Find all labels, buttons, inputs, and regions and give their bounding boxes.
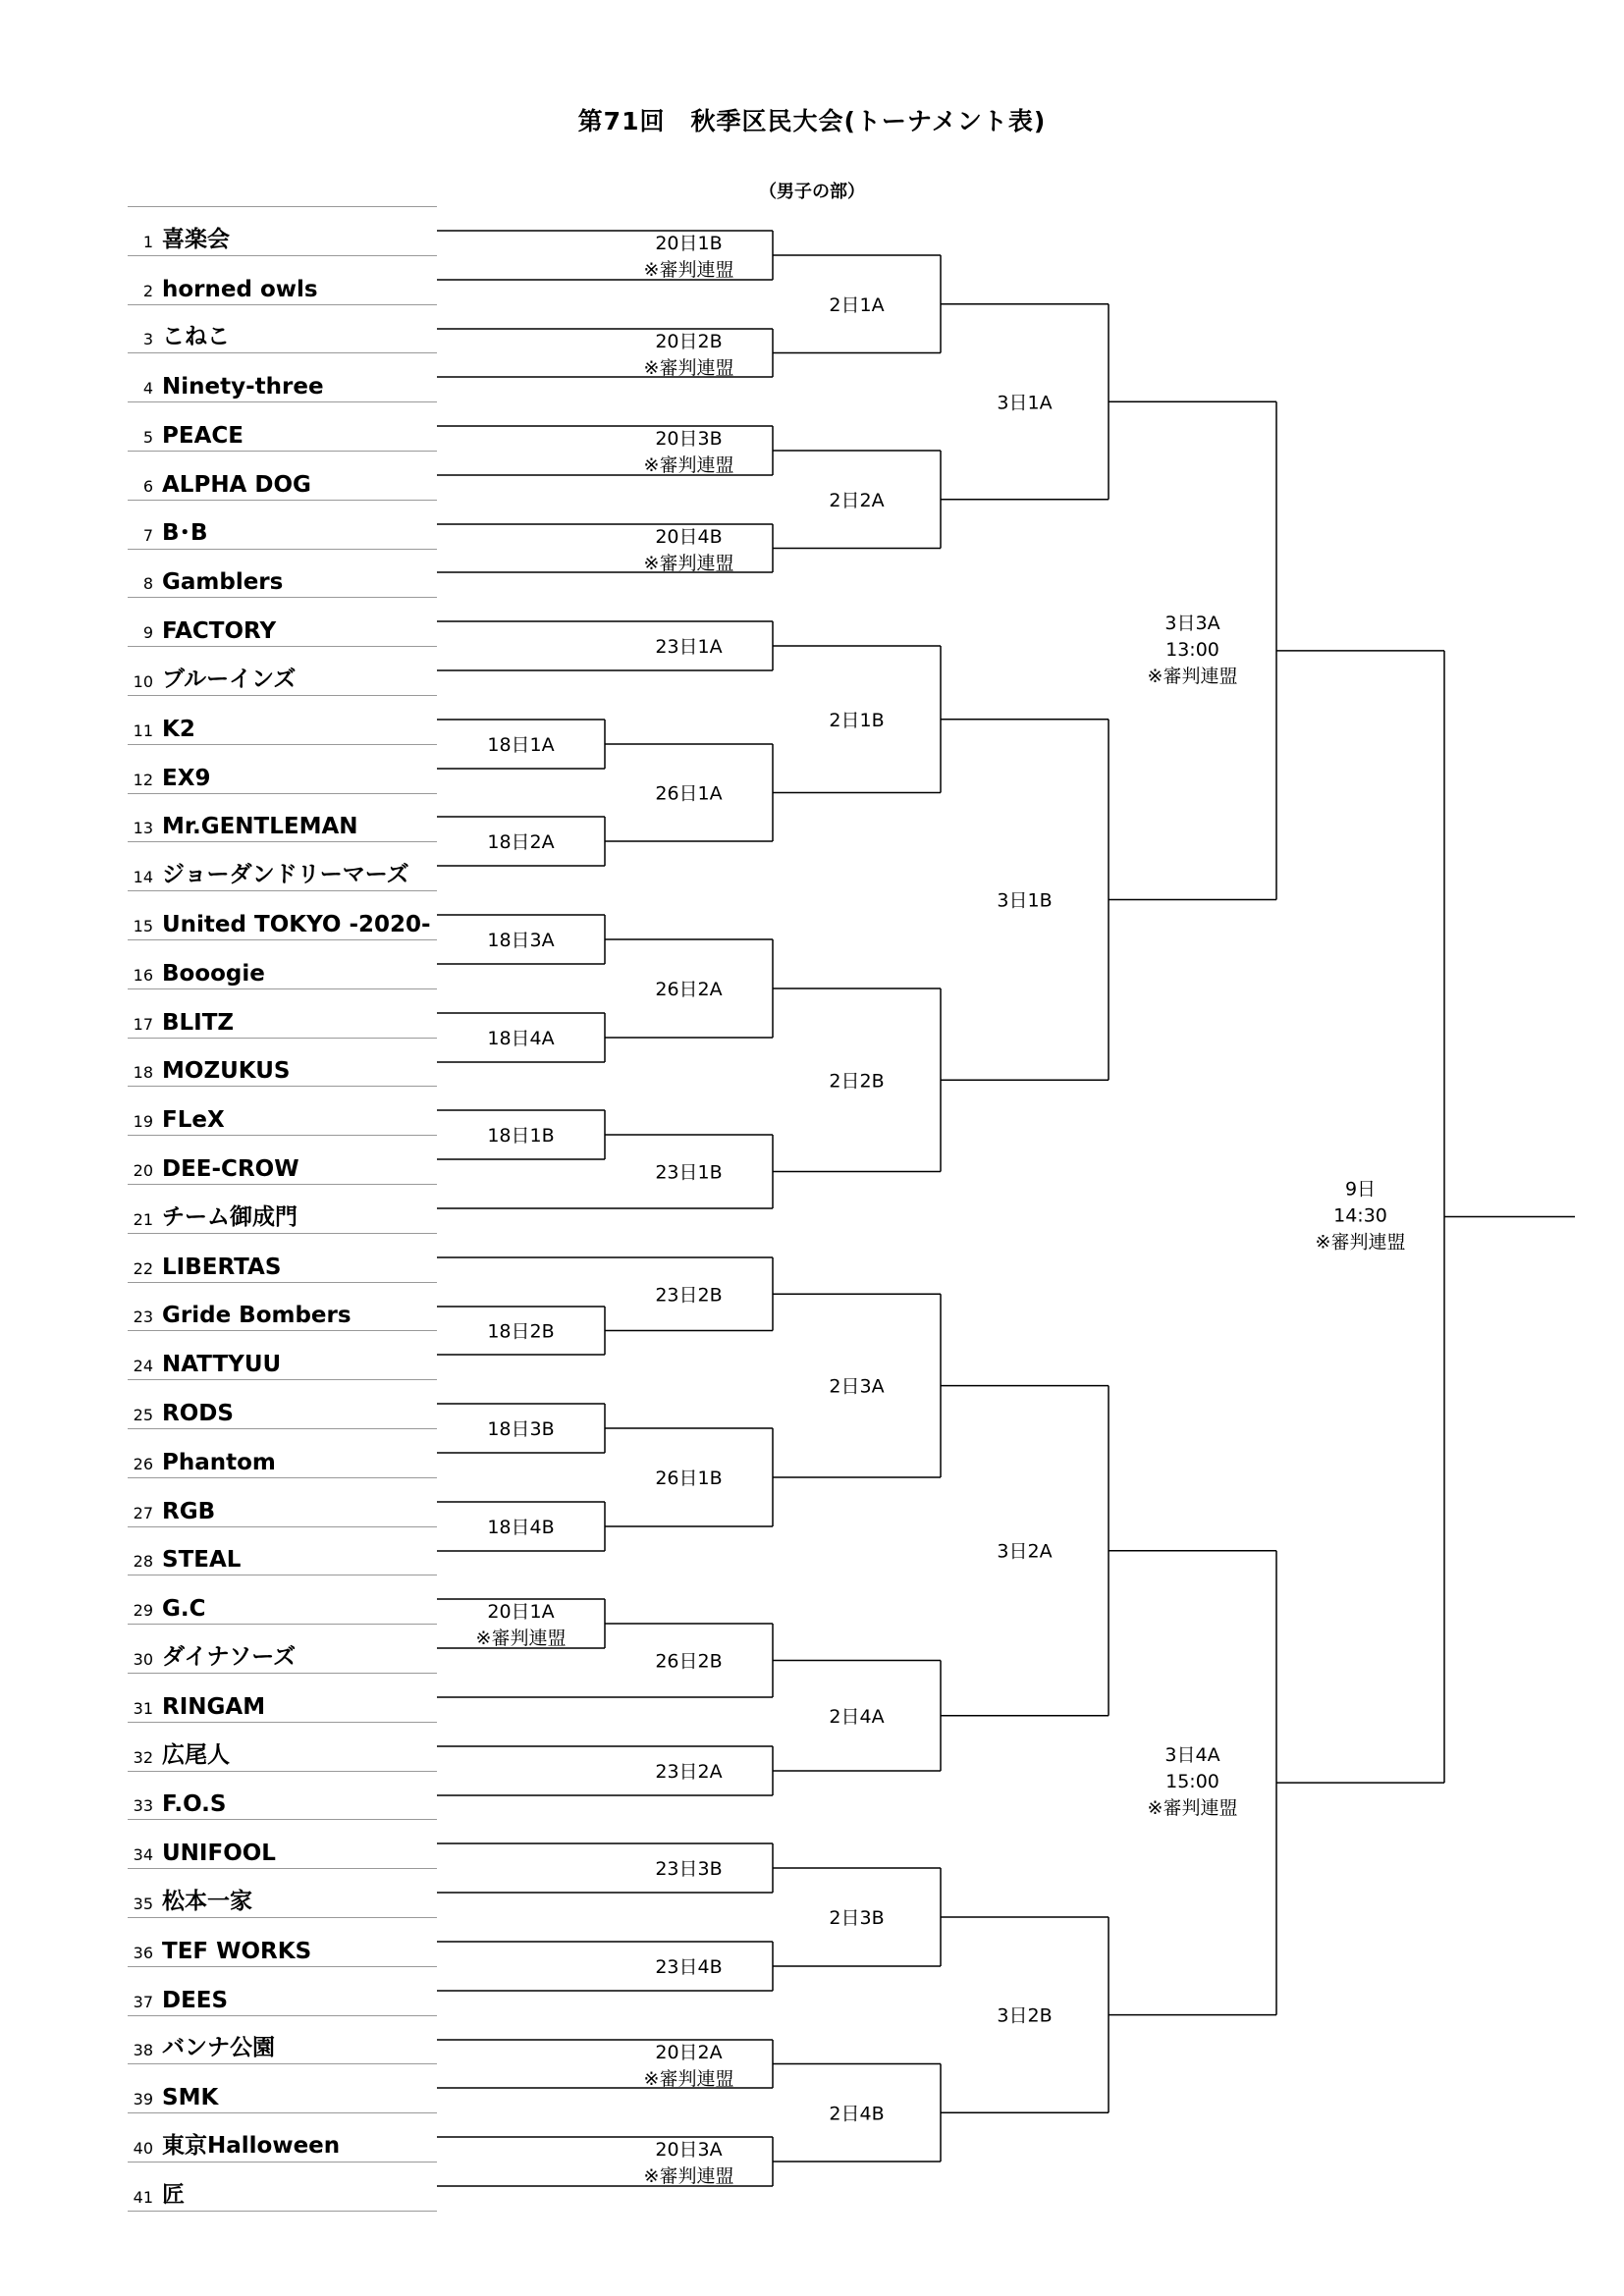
- team-seed-number: 33: [133, 1796, 153, 1815]
- team-seed-number: 1: [142, 233, 153, 251]
- team-name: バンナ公園: [162, 2035, 275, 2060]
- team-seed-number: 20: [133, 1161, 153, 1180]
- team-name: Gamblers: [162, 569, 284, 595]
- match-label: ※審判連盟: [1147, 1797, 1238, 1820]
- team-seed-number: 29: [133, 1601, 153, 1620]
- team-seed-number: 9: [142, 623, 153, 642]
- match-label: ※審判連盟: [1315, 1231, 1406, 1254]
- match-label: 3日1B: [997, 889, 1053, 912]
- team-name: Mr.GENTLEMAN: [162, 814, 358, 839]
- team-seed-number: 32: [133, 1748, 153, 1767]
- match-label: ※審判連盟: [643, 553, 734, 574]
- team-name: 広尾人: [162, 1742, 230, 1768]
- match-label: 20日2A: [655, 2042, 723, 2063]
- team-seed-number: 6: [142, 477, 153, 496]
- team-name: STEAL: [162, 1547, 242, 1573]
- team-seed-number: 7: [142, 526, 153, 545]
- team-seed-number: 38: [133, 2041, 153, 2059]
- team-name: FLeX: [162, 1107, 225, 1133]
- match-label: ※審判連盟: [643, 259, 734, 281]
- match-label: 23日1A: [655, 636, 723, 658]
- team-seed-number: 30: [133, 1650, 153, 1669]
- team-name: 喜楽会: [162, 227, 230, 252]
- team-name: 匠: [162, 2182, 185, 2208]
- match-label: ※審判連盟: [1147, 665, 1238, 687]
- team-seed-number: 3: [142, 330, 153, 348]
- match-label: 20日3B: [655, 428, 723, 450]
- team-seed-number: 12: [133, 771, 153, 789]
- match-label: 9日: [1344, 1178, 1377, 1201]
- team-seed-number: 28: [133, 1552, 153, 1571]
- team-seed-number: 34: [133, 1845, 153, 1864]
- team-seed-number: 16: [133, 966, 153, 985]
- team-seed-number: 40: [133, 2139, 153, 2158]
- match-label: 3日2B: [997, 2004, 1053, 2027]
- match-label: 18日4B: [487, 1517, 555, 1538]
- match-label: 20日2B: [655, 331, 723, 352]
- match-label: 20日1B: [655, 233, 723, 254]
- team-seed-number: 14: [133, 868, 153, 886]
- match-label: ※審判連盟: [643, 2068, 734, 2090]
- team-name: ブルーインズ: [162, 667, 297, 692]
- team-name: 松本一家: [162, 1889, 252, 1914]
- team-seed-number: 5: [142, 428, 153, 447]
- team-name: horned owls: [162, 277, 318, 302]
- match-label: 13:00: [1165, 638, 1219, 661]
- match-label: 20日4B: [655, 526, 723, 548]
- team-seed-number: 24: [133, 1357, 153, 1375]
- team-name: DEE-CROW: [162, 1156, 299, 1182]
- team-seed-number: 19: [133, 1112, 153, 1131]
- division-label: （男子の部）: [759, 182, 865, 202]
- team-seed-number: 15: [133, 917, 153, 935]
- team-seed-number: 18: [133, 1063, 153, 1082]
- team-seed-number: 41: [133, 2188, 153, 2207]
- team-seed-number: 31: [133, 1699, 153, 1718]
- team-seed-number: 11: [133, 721, 153, 740]
- team-name: United TOKYO -2020-: [162, 912, 431, 937]
- team-seed-number: 10: [133, 672, 153, 691]
- team-name: Phantom: [162, 1450, 276, 1475]
- match-label: 20日3A: [655, 2139, 723, 2161]
- match-label: 23日4B: [655, 1956, 723, 1978]
- team-name: PEACE: [162, 423, 244, 449]
- team-name: B･B: [162, 520, 208, 546]
- team-seed-number: 27: [133, 1504, 153, 1522]
- team-seed-number: 8: [142, 574, 153, 593]
- match-label: ※審判連盟: [643, 357, 734, 379]
- team-name: Booogie: [162, 961, 265, 987]
- match-label: 26日2A: [655, 979, 723, 1000]
- team-name: MOZUKUS: [162, 1058, 291, 1084]
- team-name: RINGAM: [162, 1694, 266, 1720]
- team-name: ALPHA DOG: [162, 472, 311, 498]
- match-label: 3日1A: [997, 392, 1053, 414]
- team-name: チーム御成門: [162, 1204, 298, 1230]
- match-label: 2日3B: [829, 1907, 885, 1929]
- match-label: 2日2A: [829, 489, 885, 511]
- match-label: 26日2B: [655, 1650, 723, 1673]
- match-label: 23日3B: [655, 1858, 723, 1880]
- team-name: TEF WORKS: [162, 1939, 312, 1964]
- match-label: 15:00: [1165, 1771, 1219, 1793]
- match-label: 2日1A: [829, 294, 885, 316]
- team-name: K2: [162, 717, 195, 742]
- team-name: LIBERTAS: [162, 1255, 282, 1280]
- match-label: 26日1A: [655, 782, 723, 805]
- team-name: Gride Bombers: [162, 1303, 352, 1328]
- team-name: ジョーダンドリーマーズ: [162, 862, 409, 887]
- match-label: 3日4A: [1164, 1744, 1220, 1767]
- match-label: 20日1A: [487, 1601, 555, 1623]
- match-label: ※審判連盟: [643, 2165, 734, 2187]
- match-label: 18日1B: [487, 1125, 555, 1147]
- team-seed-number: 26: [133, 1455, 153, 1473]
- match-label: 18日3A: [487, 930, 555, 951]
- match-label: 18日1A: [487, 734, 555, 756]
- match-label: 18日2B: [487, 1320, 555, 1343]
- match-label: 2日4B: [829, 2103, 885, 2125]
- team-seed-number: 2: [142, 282, 153, 300]
- team-seed-number: 21: [133, 1210, 153, 1229]
- team-name: RODS: [162, 1401, 234, 1426]
- team-seed-number: 23: [133, 1308, 153, 1326]
- match-label: 23日1B: [655, 1161, 723, 1184]
- match-label: 23日2A: [655, 1761, 723, 1783]
- team-name: UNIFOOL: [162, 1841, 276, 1866]
- team-name: RGB: [162, 1499, 216, 1524]
- page-title: 第71回 秋季区民大会(トーナメント表): [577, 107, 1047, 135]
- match-label: 2日3A: [829, 1375, 885, 1398]
- match-label: 18日4A: [487, 1028, 555, 1049]
- match-label: 18日3B: [487, 1418, 555, 1440]
- team-name: こねこ: [162, 324, 230, 349]
- match-label: 3日3A: [1164, 612, 1220, 634]
- team-name: BLITZ: [162, 1010, 235, 1036]
- team-name: Ninety-three: [162, 374, 324, 400]
- match-label: 18日2A: [487, 831, 555, 853]
- team-name: NATTYUU: [162, 1352, 282, 1377]
- match-label: 2日4A: [829, 1705, 885, 1728]
- team-seed-number: 17: [133, 1015, 153, 1034]
- team-name: ダイナソーズ: [162, 1644, 297, 1670]
- team-seed-number: 4: [142, 379, 153, 398]
- team-name: G.C: [162, 1596, 206, 1622]
- match-label: 2日1B: [829, 709, 885, 731]
- team-seed-number: 35: [133, 1895, 153, 1913]
- team-name: DEES: [162, 1988, 229, 2013]
- match-label: 23日2B: [655, 1284, 723, 1307]
- team-name: FACTORY: [162, 618, 277, 644]
- match-label: ※審判連盟: [475, 1628, 567, 1649]
- match-label: 26日1B: [655, 1468, 723, 1489]
- team-seed-number: 22: [133, 1259, 153, 1278]
- team-seed-number: 25: [133, 1406, 153, 1424]
- team-seed-number: 13: [133, 819, 153, 837]
- team-seed-number: 36: [133, 1944, 153, 1962]
- team-name: F.O.S: [162, 1791, 227, 1817]
- team-name: 東京Halloween: [162, 2133, 341, 2159]
- team-seed-number: 37: [133, 1993, 153, 2011]
- match-label: 3日2A: [997, 1540, 1053, 1563]
- team-name: SMK: [162, 2085, 219, 2110]
- team-seed-number: 39: [133, 2090, 153, 2109]
- match-label: 14:30: [1333, 1204, 1387, 1227]
- match-label: ※審判連盟: [643, 454, 734, 476]
- team-name: EX9: [162, 766, 211, 791]
- match-label: 2日2B: [829, 1070, 885, 1093]
